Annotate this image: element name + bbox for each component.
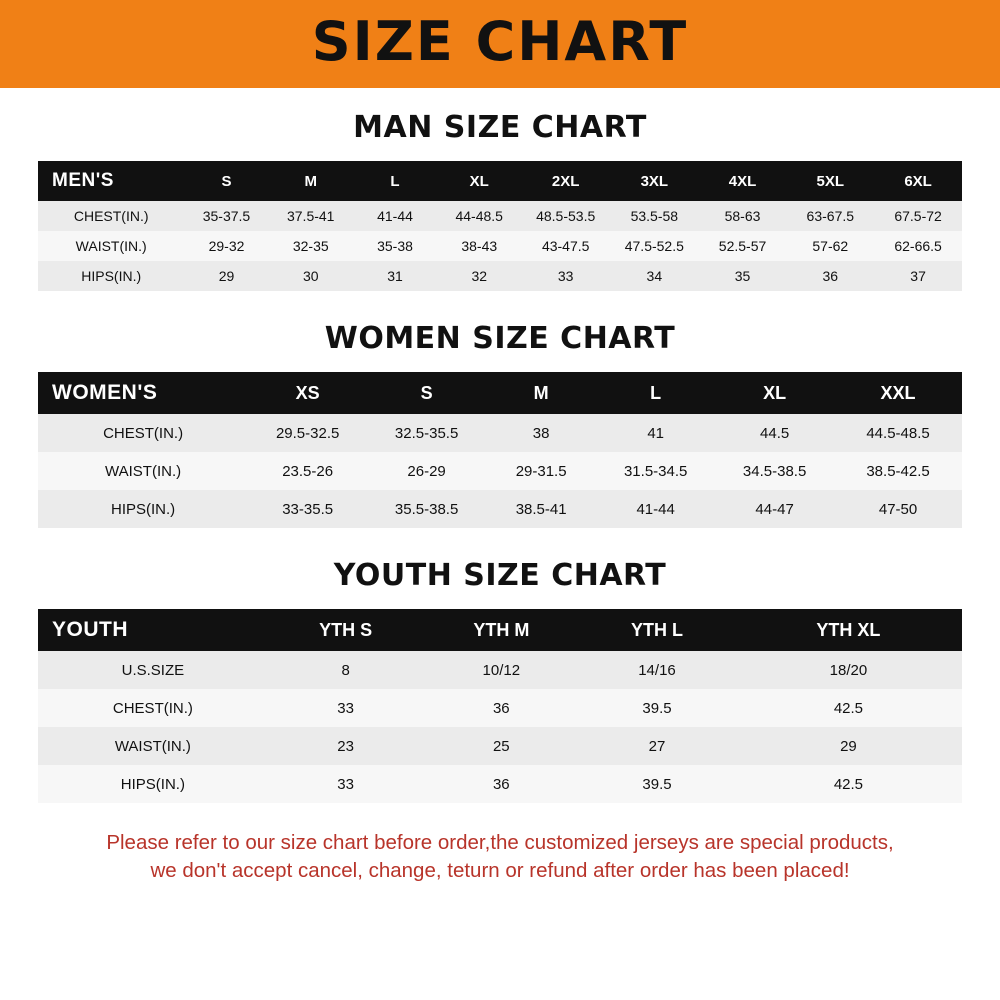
women-cell-r1c6: 38.5-42.5: [866, 462, 930, 480]
table-row: [38, 651, 962, 689]
women-cell-r1c1: 23.5-26: [282, 462, 334, 480]
man-header-cell-6: 3XL: [640, 172, 669, 190]
women-cell-r2c6: 47-50: [878, 500, 918, 518]
women-table-body: [38, 414, 962, 528]
women-cell-r1c3: 29-31.5: [515, 462, 567, 480]
women-table-header: [38, 372, 962, 414]
women-cell-r2c2: 35.5-38.5: [394, 500, 459, 518]
youth-table-body: [38, 651, 962, 803]
footer-note: [14, 829, 986, 884]
youth-cell-r1c3: 39.5: [642, 699, 672, 717]
youth-cell-r2c2: 25: [492, 737, 510, 755]
man-cell-r2c2: 30: [302, 268, 319, 284]
man-cell-r0c2: 37.5-41: [286, 208, 335, 224]
man-cell-r2c3: 31: [387, 268, 403, 284]
youth-cell-r0c4: 18/20: [829, 661, 868, 679]
youth-cell-r0c1: 8: [341, 661, 350, 679]
page-banner: [0, 0, 1000, 88]
man-cell-r2c8: 36: [822, 268, 839, 284]
women-header-cell-2: S: [420, 382, 433, 403]
table-row: [38, 765, 962, 803]
women-cell-r0c5: 44.5: [760, 424, 790, 442]
youth-cell-r1c2: 36: [492, 699, 510, 717]
man-cell-r0c6: 53.5-58: [630, 208, 679, 224]
women-size-table: [38, 372, 962, 528]
table-row: [38, 231, 962, 261]
table-row: [38, 727, 962, 765]
women-cell-r1c0: WAIST(IN.): [105, 462, 182, 480]
man-table-header: [38, 161, 962, 201]
man-cell-r1c2: 32-35: [292, 238, 329, 254]
man-cell-r0c1: 35-37.5: [202, 208, 251, 224]
women-header-cell-4: L: [650, 382, 662, 403]
women-cell-r0c0: CHEST(IN.): [103, 424, 184, 442]
women-header-cell-0: WOMEN'S: [52, 381, 158, 404]
women-cell-r0c2: 32.5-35.5: [394, 424, 459, 442]
youth-header-cell-4: YTH XL: [816, 619, 881, 640]
man-cell-r1c3: 35-38: [377, 238, 413, 254]
man-cell-r0c3: 41-44: [377, 208, 413, 224]
youth-cell-r3c4: 42.5: [833, 775, 864, 793]
women-cell-r0c6: 44.5-48.5: [866, 424, 930, 442]
man-cell-r1c0: WAIST(IN.): [75, 238, 147, 254]
man-cell-r0c5: 48.5-53.5: [536, 208, 596, 224]
women-cell-r2c1: 33-35.5: [282, 500, 334, 518]
women-header-cell-3: M: [533, 382, 549, 403]
table-header-row: [38, 372, 962, 414]
man-header-cell-4: XL: [469, 172, 489, 190]
women-cell-r2c4: 41-44: [636, 500, 675, 518]
man-header-cell-5: 2XL: [551, 172, 580, 190]
man-cell-r2c7: 35: [734, 268, 751, 284]
youth-table-header: [38, 609, 962, 651]
women-header-cell-6: XXL: [880, 382, 916, 403]
man-header-cell-0: MEN'S: [52, 170, 114, 191]
women-cell-r2c3: 38.5-41: [515, 500, 567, 518]
table-row: [38, 689, 962, 727]
man-table-body: [38, 201, 962, 291]
youth-cell-r2c0: WAIST(IN.): [114, 737, 191, 755]
youth-cell-r2c4: 29: [840, 737, 857, 755]
youth-cell-r1c1: 33: [337, 699, 354, 717]
table-row: [38, 201, 962, 231]
man-cell-r1c8: 57-62: [812, 238, 849, 254]
women-section-title: WOMEN SIZE CHART: [324, 321, 676, 356]
man-cell-r1c7: 52.5-57: [718, 238, 767, 254]
man-cell-r0c7: 58-63: [724, 208, 761, 224]
man-header-cell-7: 4XL: [728, 172, 757, 190]
women-header-cell-1: XS: [295, 382, 320, 403]
page-title: SIZE CHART: [311, 10, 689, 73]
man-cell-r0c4: 44-48.5: [455, 208, 503, 224]
man-cell-r1c6: 47.5-52.5: [624, 238, 684, 254]
man-size-table: [38, 161, 962, 291]
man-section-title: MAN SIZE CHART: [353, 110, 647, 145]
women-cell-r1c5: 34.5-38.5: [742, 462, 807, 480]
women-cell-r2c5: 44-47: [755, 500, 794, 518]
youth-cell-r0c3: 14/16: [638, 661, 676, 679]
youth-header-cell-0: YOUTH: [52, 618, 128, 641]
youth-cell-r3c1: 33: [337, 775, 354, 793]
women-cell-r0c4: 41: [647, 424, 664, 442]
man-header-cell-1: S: [221, 172, 232, 190]
women-cell-r0c1: 29.5-32.5: [275, 424, 340, 442]
footer-note-line-1: Please refer to our size chart before order,the customized jerseys are special products,: [106, 831, 894, 854]
man-cell-r2c1: 29: [218, 268, 235, 284]
man-header-cell-3: L: [390, 172, 400, 190]
women-cell-r0c3: 38: [532, 424, 550, 442]
table-header-row: [38, 161, 962, 201]
man-cell-r2c6: 34: [646, 268, 663, 284]
man-header-cell-8: 5XL: [816, 172, 845, 190]
youth-cell-r0c0: U.S.SIZE: [121, 661, 185, 679]
man-cell-r1c4: 38-43: [461, 238, 498, 254]
table-header-row: [38, 609, 962, 651]
youth-cell-r0c2: 10/12: [482, 661, 521, 679]
man-cell-r1c1: 29-32: [208, 238, 245, 254]
youth-section-title: YOUTH SIZE CHART: [333, 558, 667, 593]
man-cell-r0c0: CHEST(IN.): [73, 208, 149, 224]
table-row: [38, 490, 962, 528]
youth-cell-r3c0: HIPS(IN.): [120, 775, 185, 793]
man-cell-r0c9: 67.5-72: [894, 208, 942, 224]
women-size-section: [0, 321, 1000, 528]
youth-cell-r1c4: 42.5: [833, 699, 864, 717]
footer-note-line-2: we don't accept cancel, change, teturn or refund after order has been placed!: [150, 858, 850, 882]
man-header-cell-2: M: [304, 172, 317, 190]
youth-cell-r3c2: 36: [492, 775, 510, 793]
table-row: [38, 452, 962, 490]
youth-header-cell-2: YTH M: [473, 619, 530, 640]
man-header-cell-9: 6XL: [904, 172, 932, 190]
man-cell-r2c0: HIPS(IN.): [81, 268, 142, 284]
youth-header-cell-3: YTH L: [631, 619, 683, 640]
man-cell-r1c5: 43-47.5: [541, 238, 590, 254]
women-cell-r1c2: 26-29: [407, 462, 446, 480]
youth-cell-r2c3: 27: [648, 737, 666, 755]
table-row: [38, 414, 962, 452]
man-cell-r2c9: 37: [910, 268, 926, 284]
table-row: [38, 261, 962, 291]
youth-header-cell-1: YTH S: [319, 619, 373, 640]
women-cell-r2c0: HIPS(IN.): [111, 500, 176, 518]
man-cell-r1c9: 62-66.5: [894, 238, 942, 254]
women-header-cell-5: XL: [763, 382, 787, 403]
youth-cell-r2c1: 23: [337, 737, 354, 755]
youth-cell-r1c0: CHEST(IN.): [112, 699, 193, 717]
man-size-section: [0, 110, 1000, 291]
youth-size-table: [38, 609, 962, 803]
man-cell-r2c5: 33: [557, 268, 574, 284]
youth-size-section: [0, 558, 1000, 803]
youth-cell-r3c3: 39.5: [642, 775, 672, 793]
man-cell-r2c4: 32: [471, 268, 488, 284]
man-cell-r0c8: 63-67.5: [806, 208, 855, 224]
women-cell-r1c4: 31.5-34.5: [623, 462, 688, 480]
